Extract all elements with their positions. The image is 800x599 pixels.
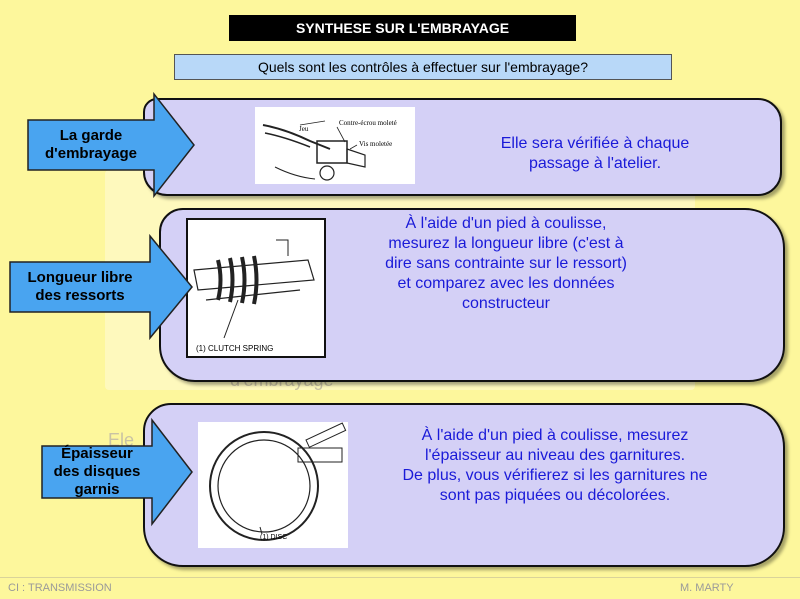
illustration-label: Vis moletée xyxy=(359,140,393,148)
page-title: SYNTHESE SUR L'EMBRAYAGE xyxy=(229,15,576,41)
illustration-label: (1) CLUTCH SPRING xyxy=(196,344,274,353)
footer-divider xyxy=(0,577,800,578)
illustration-label: Jeu xyxy=(299,125,309,133)
clutch-spring-illustration xyxy=(186,218,326,358)
watermark-text-2: Ele xyxy=(108,430,135,450)
footer-left: CI : TRANSMISSION xyxy=(8,582,112,594)
illustration-label: (1) DISC xyxy=(260,534,288,541)
question-box: Quels sont les contrôles à effectuer sur l'embrayage? xyxy=(174,54,672,80)
illustration-label: Contre-écrou moleté xyxy=(339,119,397,127)
section-text: À l'aide d'un pied à coulisse, mesurez l'épaisseur au niveau des garnitures. De plus, vous vérifierez si les garnitures ne sont pas piquées ou décolorées. xyxy=(402,427,708,504)
clutch-disc-illustration xyxy=(198,422,348,548)
section-text: Elle sera vérifiée à chaque passage à l'atelier. xyxy=(500,135,690,172)
arrow-label-garde: La garde d'embrayage xyxy=(26,90,198,200)
clutch-lever-illustration xyxy=(255,107,415,184)
arrow-label-ressorts: Longueur libre des ressorts xyxy=(8,232,196,342)
footer-right: M. MARTY xyxy=(680,582,734,594)
section-text: À l'aide d'un pied à coulisse, mesurez la longueur libre (c'est à dire sans contrainte sur le ressort) et comparez avec les données constructeur xyxy=(385,215,627,312)
arrow-label-disques: Épaisseur des disques garnis xyxy=(40,416,196,528)
